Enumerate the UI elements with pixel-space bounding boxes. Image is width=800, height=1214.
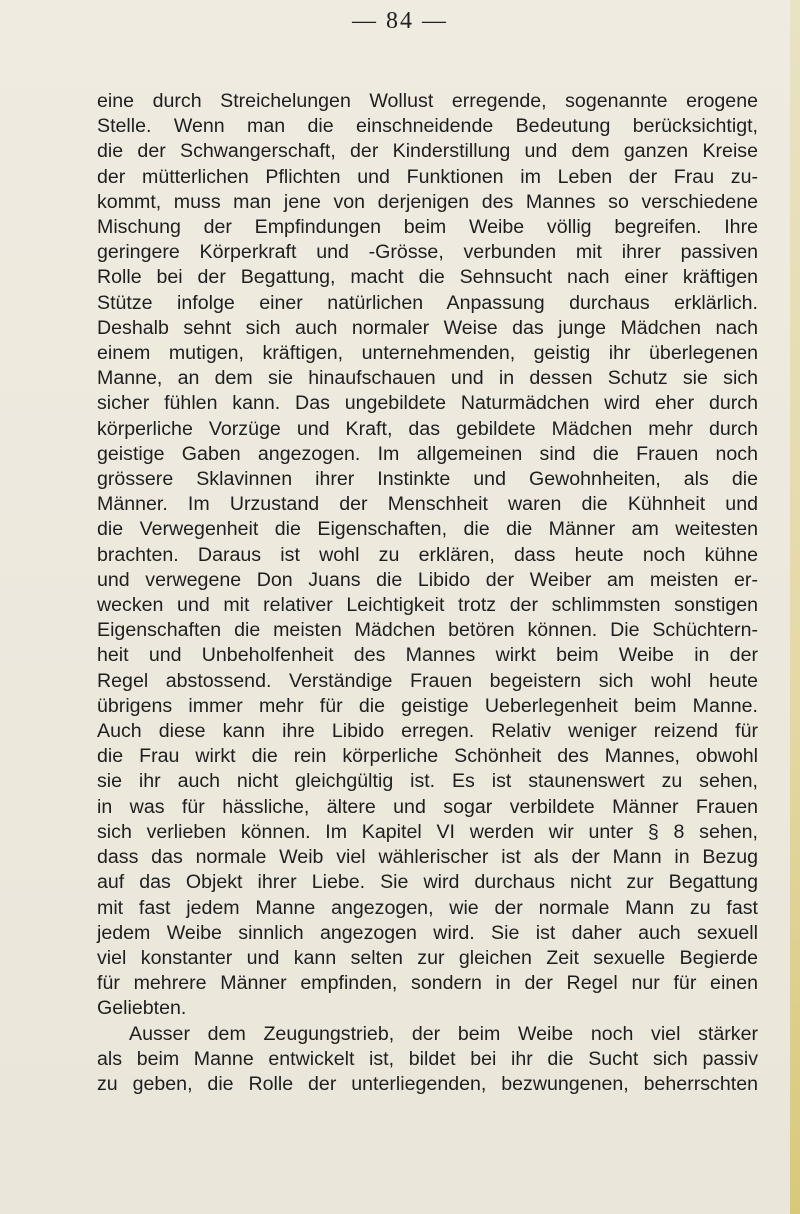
text-line: als beim Manne entwickelt ist, bildet bei ihr die Sucht sich passiv — [97, 1047, 758, 1070]
text-line: eine durch Streichelungen Wollust erregende, sogenannte erogene — [97, 90, 758, 112]
body-text — [97, 89, 758, 1097]
text-line: brachten. Daraus ist wohl zu erklären, dass heute noch kühne — [97, 543, 758, 566]
page-edge — [790, 0, 800, 1214]
text-line: dass das normale Weib viel wählerischer ist als der Mann in Bezug — [97, 846, 758, 869]
text-line: sicher fühlen kann. Das ungebildete Naturmädchen wird eher durch — [97, 392, 758, 415]
text-line: der mütterlichen Pflichten und Funktionen im Leben der Frau zu- — [97, 165, 758, 188]
text-line: jedem Weibe sinnlich angezogen wird. Sie ist daher auch sexuell — [97, 921, 758, 944]
text-line: Manne, an dem sie hinaufschauen und in dessen Schutz sie sich — [97, 367, 758, 390]
text-line: wecken und mit relativer Leichtigkeit trotz der schlimmsten sonstigen — [97, 594, 758, 617]
text-line: einem mutigen, kräftigen, unternehmenden, geistig ihr überlegenen — [97, 342, 758, 365]
text-line: kommt, muss man jene von derjenigen des Mannes so verschiedene — [97, 190, 758, 213]
text-line: heit und Unbeholfenheit des Mannes wirkt beim Weibe in der — [97, 644, 758, 667]
paragraph-1 — [97, 89, 758, 1022]
text-line: die der Schwangerschaft, der Kinderstillung und dem ganzen Kreise — [97, 140, 758, 163]
text-line: für mehrere Männer empfinden, sondern in der Regel nur für einen — [97, 972, 758, 995]
text-line: Geliebten. — [97, 997, 187, 1020]
text-line: grössere Sklavinnen ihrer Instinkte und Gewohnheiten, als die — [97, 468, 758, 491]
text-line: viel konstanter und kann selten zur gleichen Zeit sexuelle Begierde — [97, 946, 758, 969]
text-line: Ausser dem Zeugungstrieb, der beim Weibe noch viel stärker — [129, 1022, 758, 1045]
text-line: Auch diese kann ihre Libido erregen. Relativ weniger reizend für — [97, 720, 758, 743]
text-line: geistige Gaben angezogen. Im allgemeinen sind die Frauen noch — [97, 442, 758, 465]
text-line: Stütze infolge einer natürlichen Anpassung durchaus erklärlich. — [97, 291, 758, 314]
text-line: geringere Körperkraft und -Grösse, verbunden mit ihrer passiven — [97, 241, 758, 264]
text-line: Rolle bei der Begattung, macht die Sehnsucht nach einer kräftigen — [97, 266, 758, 289]
text-line: Eigenschaften die meisten Mädchen betören können. Die Schüchtern- — [97, 619, 758, 642]
text-line: die Verwegenheit die Eigenschaften, die die Männer am weitesten — [97, 518, 758, 541]
text-line: körperliche Vorzüge und Kraft, das gebildete Mädchen mehr durch — [97, 417, 758, 440]
text-line: zu geben, die Rolle der unterliegenden, bezwungenen, beherrschten — [97, 1072, 758, 1095]
page-number: — 84 — — [352, 8, 448, 34]
text-line: auf das Objekt ihrer Liebe. Sie wird durchaus nicht zur Begattung — [97, 871, 758, 894]
text-line: und verwegene Don Juans die Libido der Weiber am meisten er- — [97, 568, 758, 591]
text-line: Regel abstossend. Verständige Frauen begeistern sich wohl heute — [97, 669, 758, 692]
text-line: Stelle. Wenn man die einschneidende Bedeutung berücksichtigt, — [97, 115, 758, 138]
paragraph-2 — [97, 1022, 758, 1098]
text-line: in was für hässliche, ältere und sogar verbildete Männer Frauen — [97, 795, 758, 818]
text-line: Deshalb sehnt sich auch normaler Weise das junge Mädchen nach — [97, 316, 758, 339]
text-line: Männer. Im Urzustand der Menschheit waren die Kühnheit und — [97, 493, 758, 516]
text-line: sie ihr auch nicht gleichgültig ist. Es ist staunenswert zu sehen, — [97, 770, 758, 793]
text-line: die Frau wirkt die rein körperliche Schönheit des Mannes, obwohl — [97, 745, 758, 768]
text-line: mit fast jedem Manne angezogen, wie der normale Mann zu fast — [97, 896, 758, 919]
text-line: Mischung der Empfindungen beim Weibe völlig begreifen. Ihre — [97, 216, 758, 239]
text-line: sich verlieben können. Im Kapitel VI werden wir unter § 8 sehen, — [97, 820, 758, 843]
text-line: übrigens immer mehr für die geistige Ueberlegenheit beim Manne. — [97, 694, 758, 717]
